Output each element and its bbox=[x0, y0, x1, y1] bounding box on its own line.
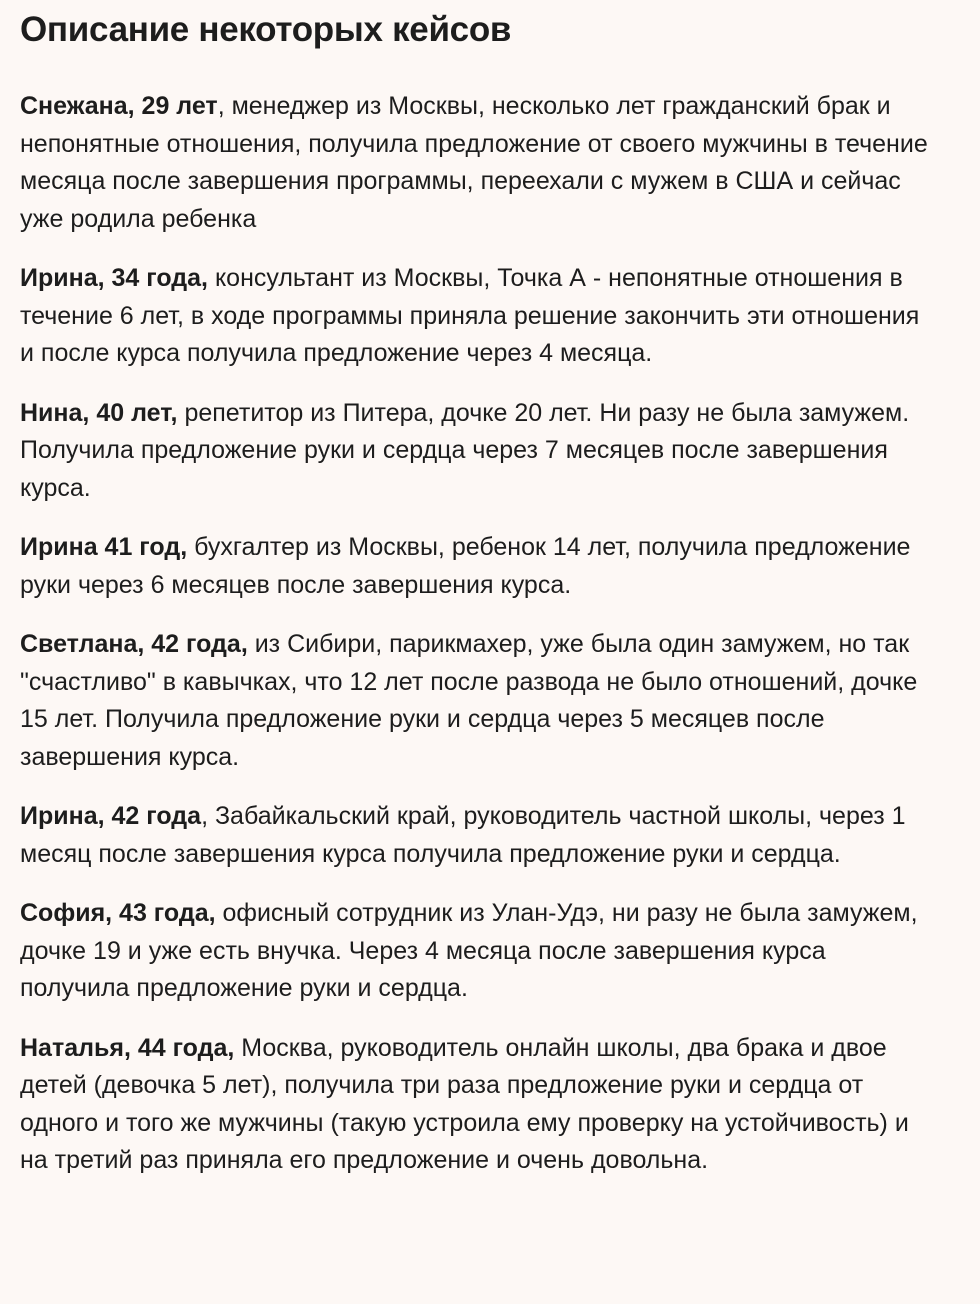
case-item bbox=[20, 1030, 940, 1180]
case-item bbox=[20, 626, 940, 776]
case-lead: София, 43 года, bbox=[20, 899, 216, 927]
case-item bbox=[20, 895, 940, 1008]
page-title: Описание некоторых кейсов bbox=[20, 10, 512, 49]
case-lead: Наталья, 44 года, bbox=[20, 1033, 235, 1062]
case-text: консультант из Москвы, Точка А - непонятные отношения в течение 6 лет, в ходе программы приняла решение закончить эти отношения и после курса получила предложение через 4 месяца. bbox=[20, 264, 920, 367]
case-item bbox=[20, 395, 940, 508]
case-text: бухгалтер из Москвы, ребенок 14 лет, получила предложение руки через 6 месяцев после завершения курса. bbox=[20, 533, 911, 599]
case-lead: Светлана, 42 года, bbox=[20, 630, 248, 658]
case-item bbox=[20, 88, 940, 238]
case-item bbox=[20, 798, 940, 873]
case-text: репетитор из Питера, дочке 20 лет. Ни разу не была замужем. Получила предложение руки и сердца через 7 месяцев после завершения курса. bbox=[20, 398, 910, 502]
case-text: Москва, руководитель онлайн школы, два брака и двое детей (девочка 5 лет), получила три раза предложение руки и сердца от одного и того же мужчины (такую устроила ему проверку на устойчивость) и на третий раз приняла его предложение и очень довольна. bbox=[20, 1033, 909, 1174]
case-item bbox=[20, 260, 940, 373]
case-lead: Нина, 40 лет, bbox=[20, 398, 178, 427]
case-list bbox=[20, 88, 940, 1180]
case-text: , менеджер из Москвы, несколько лет гражданский брак и непонятные отношения, получила предложение от своего мужчины в течение месяца после завершения программы, переехали с мужем в США и сейчас уже родила ребенка bbox=[20, 92, 928, 233]
case-text: офисный сотрудник из Улан-Удэ, ни разу не была замужем, дочке 19 и уже есть внучка. Через 4 месяца после завершения курса получила предложение руки и сердца. bbox=[20, 899, 918, 1002]
case-lead: Снежана, 29 лет bbox=[20, 92, 218, 120]
case-text: из Сибири, парикмахер, уже была один замужем, но так "счастливо" в кавычках, что 12 лет после развода не было отношений, дочке 15 лет. Получила предложение руки и сердца через 5 месяцев после завершения курса. bbox=[20, 630, 918, 771]
case-text: , Забайкальский край, руководитель частной школы, через 1 месяц после завершения курса получила предложение руки и сердца. bbox=[20, 802, 906, 868]
case-item bbox=[20, 529, 940, 604]
case-lead: Ирина, 42 года bbox=[20, 802, 202, 830]
case-lead: Ирина 41 год, bbox=[20, 533, 188, 561]
case-lead: Ирина, 34 года, bbox=[20, 264, 209, 292]
